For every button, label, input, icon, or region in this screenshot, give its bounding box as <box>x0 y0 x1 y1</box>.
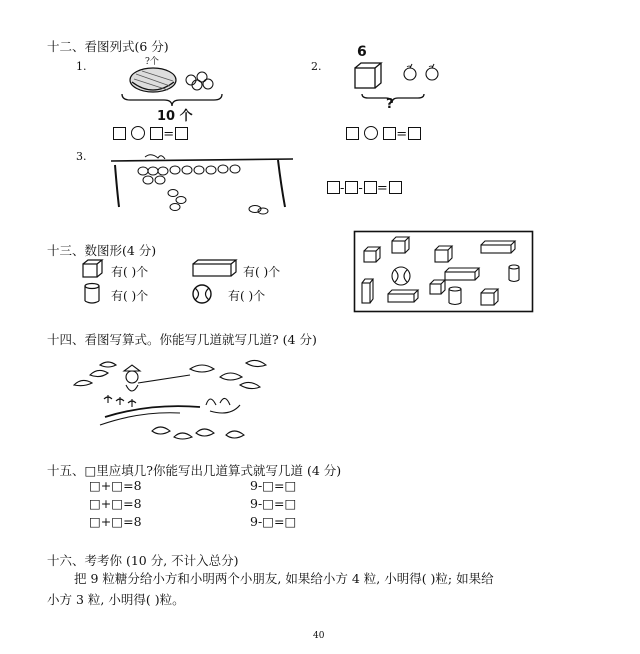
section-14-heading: 十四、看图写算式。你能写几道就写几道? (4 分) <box>47 332 317 347</box>
section-16-line-2: 小方 3 粒, 小明得( )粒。 <box>47 592 185 607</box>
cube-count-text[interactable]: 有( )个 <box>111 265 149 279</box>
cuboid-icon <box>192 259 238 279</box>
cuboid-count-text[interactable]: 有( )个 <box>243 265 281 279</box>
equation-right-3[interactable]: 9-□=□ <box>250 514 297 529</box>
q3-fruit-hanging-illustration <box>103 155 303 220</box>
shapes-counting-panel <box>354 231 534 313</box>
q2-count-label: 6 <box>357 44 367 60</box>
equation-left-3[interactable]: □+□=8 <box>89 514 142 529</box>
equation-right-1[interactable]: 9-□=□ <box>250 478 297 493</box>
section-16-heading: 十六、考考你 (10 分, 不计入总分) <box>47 553 239 568</box>
q1-answer-blanks[interactable]: = <box>113 126 188 142</box>
ball-icon <box>192 284 214 306</box>
section-12-heading: 十二、看图列式(6 分) <box>47 39 169 54</box>
cube-icon <box>82 259 106 279</box>
q1-question-mark: ?个 <box>145 57 159 67</box>
q2-answer-blanks[interactable]: = <box>346 126 421 142</box>
q2-question-mark: ? <box>386 97 394 112</box>
section-13-heading: 十三、数图形(4 分) <box>47 243 157 258</box>
cylinder-count-text[interactable]: 有( )个 <box>111 289 149 303</box>
cylinder-icon <box>83 283 103 305</box>
q1-total-label: 10 个 <box>157 109 193 124</box>
section-16-line-1: 把 9 粒糖分给小方和小明两个小朋友, 如果给小方 4 粒, 小明得( )粒; 如果给 <box>74 571 494 586</box>
q2-box-and-apples-illustration <box>352 62 447 117</box>
q1-number: 1. <box>76 60 87 73</box>
fishing-scene-illustration <box>70 355 280 450</box>
equation-right-2[interactable]: 9-□=□ <box>250 496 297 511</box>
page-number: 40 <box>313 631 325 641</box>
q3-number: 3. <box>76 150 87 163</box>
q3-answer-blanks[interactable]: - - = <box>327 181 402 196</box>
equation-left-1[interactable]: □+□=8 <box>89 478 142 493</box>
ball-count-text[interactable]: 有( )个 <box>228 289 266 303</box>
equation-left-2[interactable]: □+□=8 <box>89 496 142 511</box>
section-15-heading: 十五、□里应填几?你能写出几道算式就写几道 (4 分) <box>47 463 342 478</box>
q2-number: 2. <box>311 60 322 73</box>
